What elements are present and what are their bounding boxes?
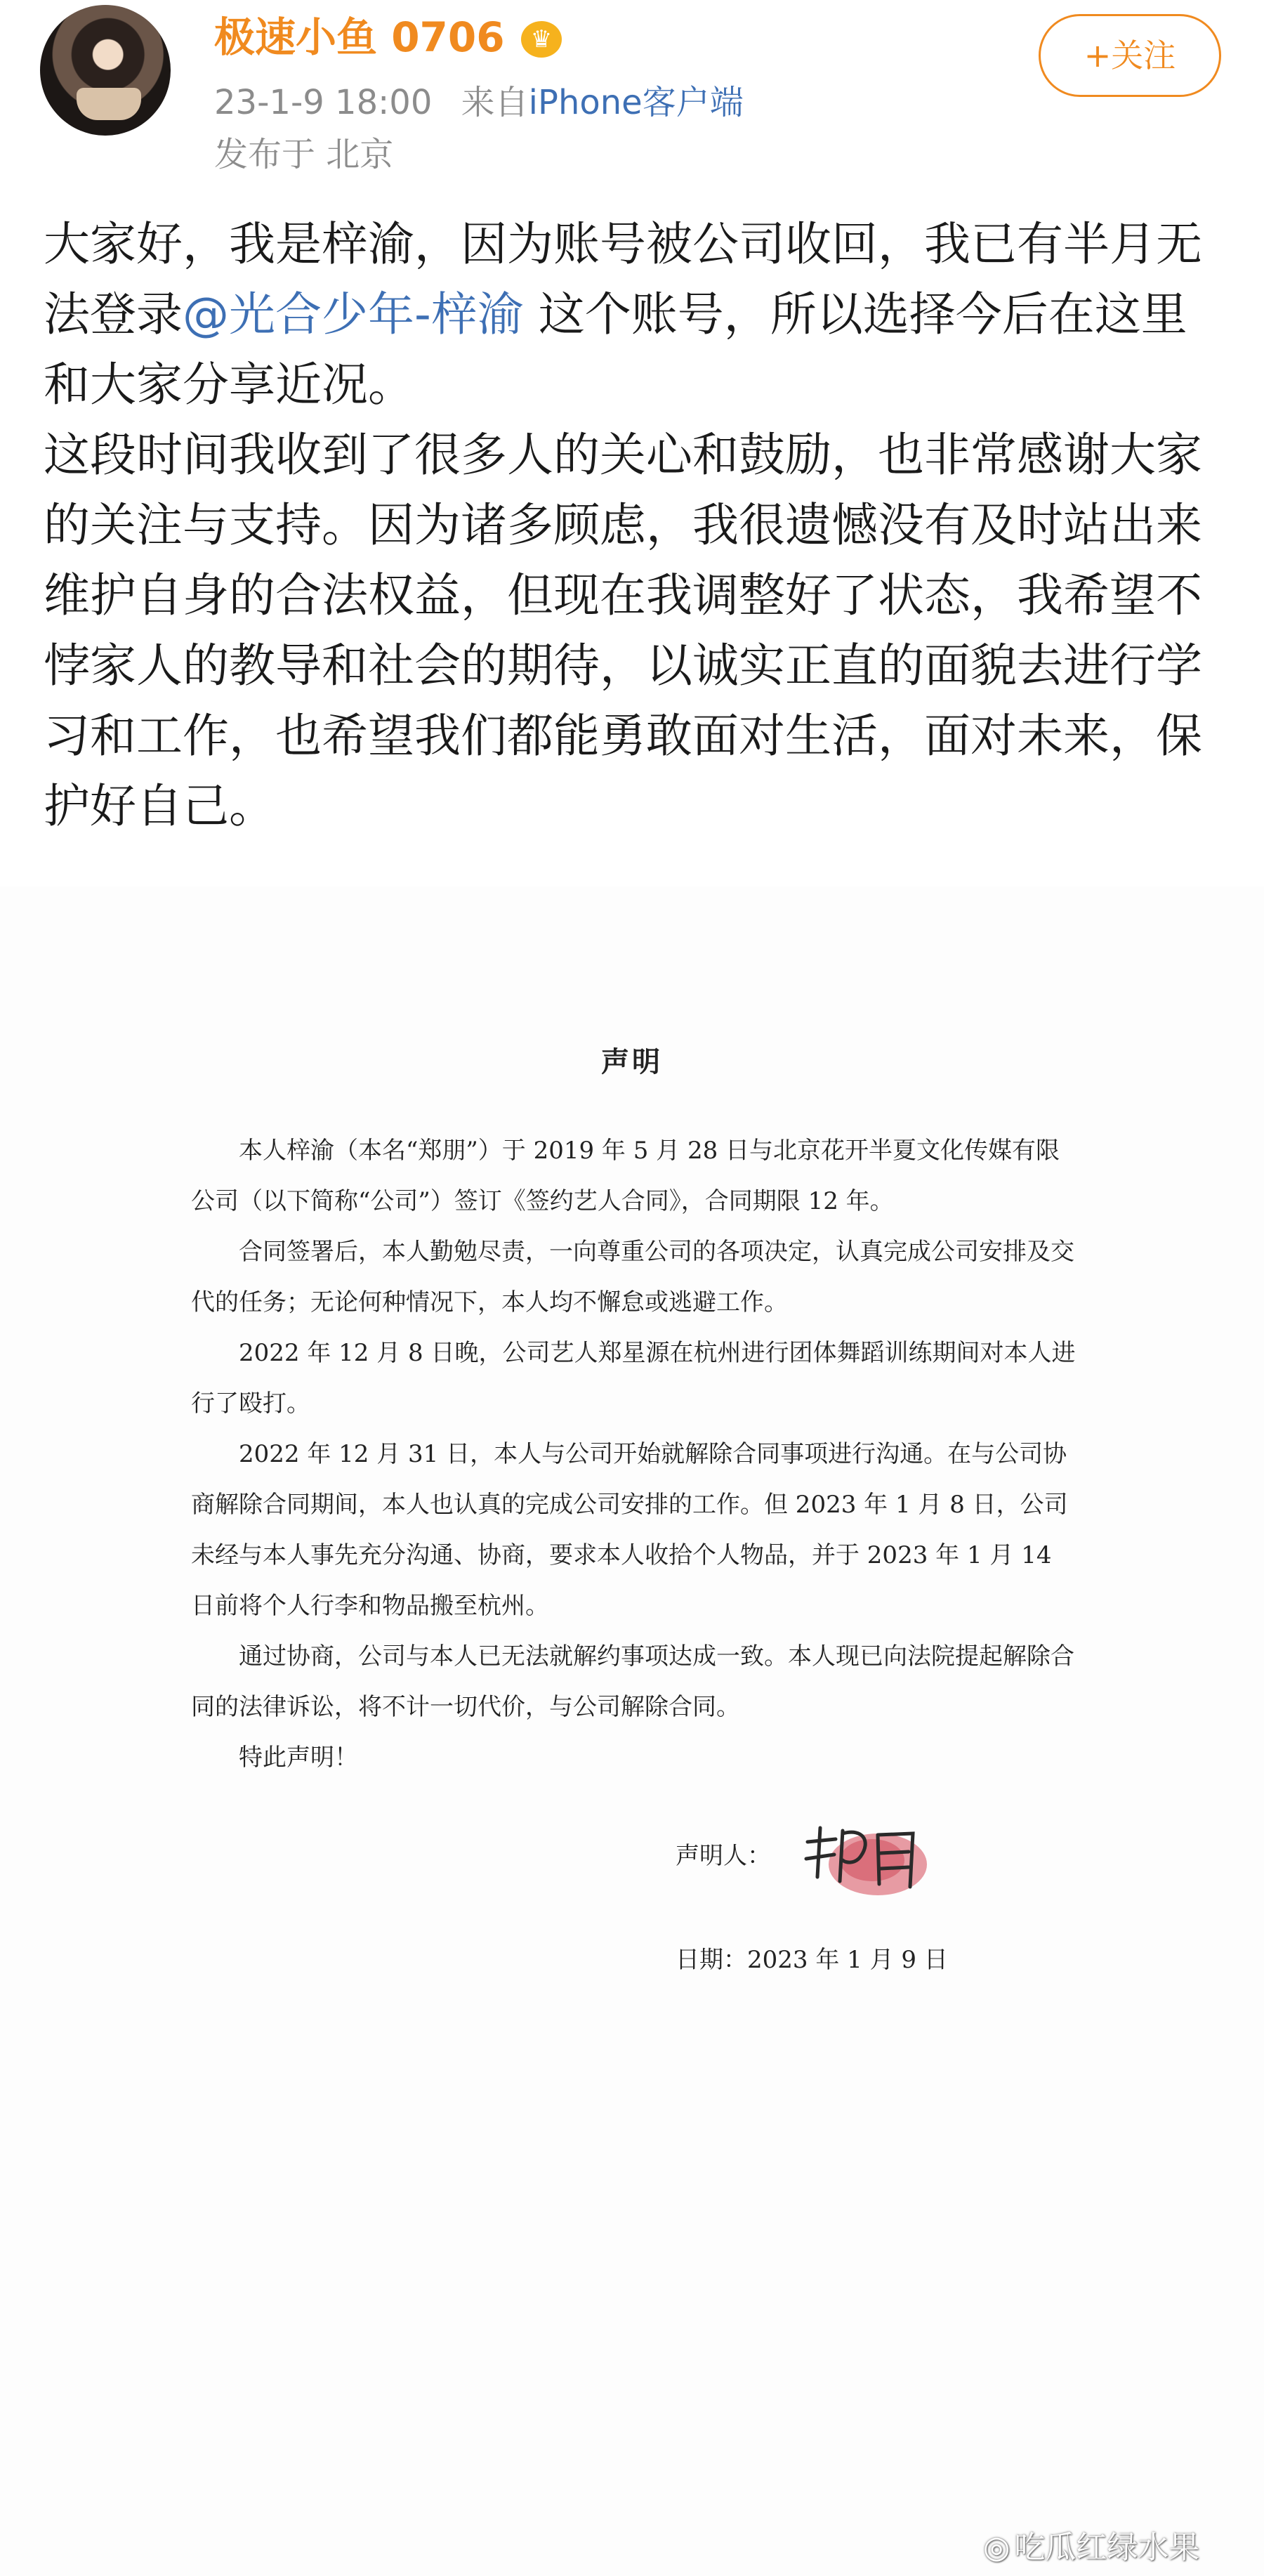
crown-icon: ♛ — [521, 21, 562, 58]
signature-with-seal — [794, 1814, 948, 1905]
statement-date: 日期：2023 年 1 月 9 日 — [676, 1946, 948, 1974]
watermark — [983, 2522, 1199, 2567]
post-text-part2: 这个账号，所以选择今后在这里和大家分享近况。 — [44, 287, 1187, 412]
username[interactable]: 极速小鱼 0706 — [214, 13, 505, 61]
statement-image[interactable] — [0, 887, 1264, 2576]
statement-paragraph: 本人梓渝（本名“郑朋”）于 2019 年 5 月 28 日与北京花开半夏文化传媒有限公司（以下简称“公司”）签订《签约艺人合同》，合同期限 12 年。 — [191, 1137, 1060, 1215]
weibo-logo-icon: ◎ — [983, 2530, 1010, 2565]
statement-title: 声明 — [601, 1045, 663, 1078]
post-text — [44, 209, 1230, 842]
statement-paragraph: 合同签署后，本人勤勉尽责，一向尊重公司的各项决定，认真完成公司安排及交代的任务；无论何种情况下，本人均不懈怠或逃避工作。 — [191, 1238, 1074, 1316]
post-time: 23-1-9 18:00 — [214, 83, 433, 122]
watermark-text: 吃瓜红绿水果 — [1014, 2530, 1200, 2565]
post-meta — [214, 81, 744, 124]
source-client[interactable]: iPhone客户端 — [528, 83, 744, 122]
post-text-part1: 大家好，我是梓渝，因为账号被公司收回，我已有半月无法登录 — [44, 217, 1202, 341]
signer-label: 声明人： — [676, 1842, 771, 1870]
statement-paragraph: 通过协商，公司与本人已无法就解约事项达成一致。本人现已向法院提起解除合同的法律诉讼，将不计一切代价，与公司解除合同。 — [191, 1642, 1074, 1721]
post-location: 发布于 北京 — [214, 135, 394, 174]
post-paragraph-2: 这段时间我收到了很多人的关心和鼓励，也非常感谢大家的关注与支持。因为诸多顾虑，我很遗憾没有及时站出来维护自身的合法权益，但现在我调整好了状态，我希望不悖家人的教导和社会的期待，以诚实正直的面貌去进行学习和工作，也希望我们都能勇敢面对生活，面对未来，保护好自己。 — [44, 428, 1202, 833]
follow-button[interactable]: +关注 — [1039, 14, 1221, 97]
source-prefix: 来自 — [461, 83, 529, 122]
statement-body — [191, 1125, 1083, 1783]
avatar[interactable] — [40, 5, 171, 136]
post-header — [0, 0, 1264, 190]
statement-paragraph: 特此声明！ — [239, 1744, 358, 1772]
post-paragraph-1 — [44, 209, 1230, 420]
mention-link[interactable]: @光合少年-梓渝 — [183, 287, 524, 341]
statement-paragraph: 2022 年 12 月 31 日，本人与公司开始就解除合同事项进行沟通。在与公司协商解除合同期间，本人也认真的完成公司安排的工作。但 2023 年 1 月 8 日，公司未经与本人事先充分沟通、协商，要求本人收拾个人物品，并于 2023 年 1 月 14 日前将个人行李和物品搬至杭州。 — [191, 1440, 1068, 1620]
statement-paragraph: 2022 年 12 月 8 日晚，公司艺人郑星源在杭州进行团体舞蹈训练期间对本人进行了殴打。 — [191, 1339, 1076, 1418]
